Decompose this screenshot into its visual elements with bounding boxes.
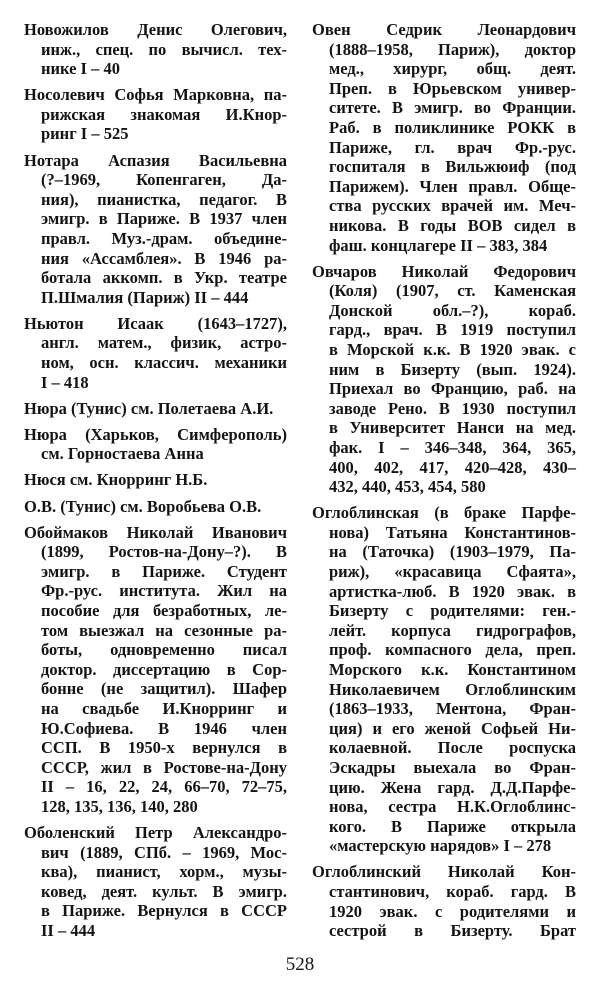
- entry-text-line: на свадьбе И.Кнорринг и: [41, 699, 287, 718]
- entry-text-line: сестрой в Бизерту. Брат: [329, 921, 576, 941]
- entry-text-line: доктор. диссертацию в Сор-: [41, 659, 287, 679]
- entry-text-line: мед., хирург, общ. деят.: [329, 59, 576, 79]
- entry-text-line: 128, 135, 136, 140, 280: [41, 796, 198, 816]
- index-entry: [312, 262, 576, 497]
- index-entry: [24, 823, 287, 941]
- entry-text-line: 432, 440, 453, 454, 580: [329, 477, 486, 497]
- entry-text-line: колаевной. После роспуска: [329, 738, 576, 758]
- entry-text-line: никова. В годы ВОВ сидел в: [329, 215, 576, 235]
- entry-heading-line: Оглоблинский Николай Кон-: [312, 862, 576, 882]
- entry-heading-line: Нюся см. Кнорринг Н.Б.: [24, 470, 208, 490]
- entry-text-line: (1888–1958, Париж), доктор: [329, 39, 576, 59]
- entry-text-line: инж., спец. по вычисл. тех-: [41, 39, 287, 59]
- entry-text-line: фак. I – 346–348, 364, 365,: [329, 437, 576, 457]
- entry-text-line: Преп. в Юрьевском универ-: [329, 78, 576, 98]
- index-entry: [24, 20, 287, 79]
- entry-text-line: ковед, деят. культ. В эмигр.: [41, 881, 287, 901]
- entry-text-line: «мастерскую нарядов» I – 278: [329, 836, 552, 856]
- entry-heading-line: Оболенский Петр Александро-: [24, 823, 287, 843]
- index-entry: [24, 425, 287, 464]
- entry-text-line: II – 444: [41, 921, 96, 941]
- entry-text-line: на (Таточка) (1903–1979, Па-: [329, 542, 576, 562]
- entry-text-line: Морского к.к. Константином: [329, 660, 576, 679]
- entry-text-line: в Морской к.к. В 1920 эвак. с: [329, 340, 576, 359]
- entry-text-line: кого. В Париже открыла: [329, 816, 576, 836]
- entry-heading-line: Новожилов Денис Олегович,: [24, 20, 287, 39]
- entry-text-line: см. Горностаева Анна: [41, 444, 204, 464]
- entry-text-line: ботала аккомп. в Укр. театре: [41, 268, 287, 288]
- entry-text-line: СССР, жил в Ростове-на-Дону: [41, 757, 287, 777]
- index-entry: [312, 20, 576, 255]
- entry-text-line: ства русских врачей им. Меч-: [329, 196, 576, 216]
- entry-text-line: бонне (не защитил). Шафер: [41, 679, 287, 699]
- index-column-left: [24, 20, 287, 947]
- entry-heading-line: Носолевич Софья Марковна, па-: [24, 85, 287, 105]
- entry-text-line: заводе Рено. В 1930 поступил: [329, 398, 576, 418]
- entry-text-line: П.Шмалия (Париж) II – 444: [41, 287, 249, 307]
- entry-text-line: боты, одновременно писал: [41, 640, 287, 660]
- page-number: 528: [285, 954, 315, 975]
- index-entry: [24, 151, 287, 308]
- entry-text-line: цию. Жена гард. Д.Д.Парфе-: [329, 777, 576, 797]
- entry-heading-line: Нюра (Тунис) см. Полетаева А.И.: [24, 398, 274, 418]
- index-entry: [312, 503, 576, 856]
- entry-text-line: Ю.Софиева. В 1946 член: [41, 718, 287, 738]
- index-entry: [24, 399, 287, 419]
- entry-text-line: Эскадры выехала во Фран-: [329, 757, 576, 777]
- entry-text-line: вич (1889, СПб. – 1969, Мос-: [41, 842, 287, 862]
- entry-text-line: том выезжал на сезонные ра-: [41, 620, 287, 640]
- index-entry: [24, 497, 287, 517]
- index-entry: [24, 470, 287, 490]
- entry-heading-line: Нотара Аспазия Васильевна: [24, 150, 287, 170]
- entry-text-line: фаш. концлагере II – 383, 384: [329, 235, 548, 255]
- entry-text-line: ринг I – 525: [41, 124, 129, 144]
- entry-text-line: эмигр. в Париже. Студент: [41, 561, 287, 581]
- entry-text-line: эмигр. в Париже. В 1937 член: [41, 209, 287, 229]
- entry-text-line: Раб. в поликлинике РОКК в: [329, 117, 576, 137]
- entry-text-line: правл. Муз.-драм. объедине-: [41, 228, 287, 248]
- entry-text-line: Приехал во Францию, раб. на: [329, 379, 576, 399]
- entry-text-line: ним в Бизерту (вып. 1924).: [329, 359, 576, 379]
- entry-text-line: артистка-люб. В 1920 эвак. в: [329, 581, 576, 601]
- entry-text-line: ция) и его женой Софьей Ни-: [329, 718, 576, 738]
- index-column-right: [312, 20, 576, 947]
- entry-text-line: стантинович, кораб. гард. В: [329, 882, 576, 902]
- entry-text-line: I – 418: [41, 372, 89, 392]
- entry-text-line: ния «Ассамблея». В 1946 ра-: [41, 248, 287, 268]
- entry-heading-line: Обоймаков Николай Иванович: [24, 522, 287, 542]
- index-entry: [24, 314, 287, 392]
- entry-text-line: ква), пианист, хорм., музы-: [41, 862, 287, 882]
- entry-text-line: нова) Татьяна Константинов-: [329, 522, 576, 542]
- entry-text-line: риж), «красавица Сфаята»,: [329, 562, 576, 582]
- entry-heading-line: Оглоблинская (в браке Парфе-: [312, 503, 576, 523]
- entry-text-line: II – 16, 22, 24, 66–70, 72–75,: [41, 777, 287, 797]
- entry-text-line: англ. матем., физик, астро-: [41, 333, 287, 353]
- entry-text-line: Фр.-рус. института. Жил на: [41, 581, 287, 601]
- entry-heading-line: Овчаров Николай Федорович: [312, 261, 576, 281]
- entry-text-line: Донской обл.–?), кораб.: [329, 300, 576, 320]
- entry-text-line: госпиталя в Вильжюиф (под: [329, 157, 576, 177]
- index-entry: [24, 523, 287, 817]
- entry-text-line: (1899, Ростов-на-Дону–?). В: [41, 542, 287, 562]
- entry-text-line: 400, 402, 417, 420–428, 430–: [329, 457, 576, 477]
- entry-text-line: Парижем). Член правл. Обще-: [329, 176, 576, 196]
- entry-text-line: гард., врач. В 1919 поступил: [329, 320, 576, 340]
- entry-text-line: лейт. корпуса гидрографов,: [329, 620, 576, 640]
- entry-text-line: Бизерту с родителями: ген.-: [329, 601, 576, 621]
- entry-text-line: (1863–1933, Ментона, Фран-: [329, 699, 576, 719]
- entry-text-line: нова, сестра Н.К.Оглоблинс-: [329, 797, 576, 817]
- entry-text-line: 1920 эвак. с родителями и: [329, 901, 576, 921]
- entry-heading-line: О.В. (Тунис) см. Воробьева О.В.: [24, 496, 262, 516]
- entry-text-line: (?–1969, Копенгаген, Да-: [41, 170, 287, 190]
- index-entry: [312, 862, 576, 940]
- entry-text-line: пособие для безработных, ле-: [41, 601, 287, 621]
- entry-text-line: Париже, гл. врач Фр.-рус.: [329, 137, 576, 157]
- entry-text-line: ном, осн. классич. механики: [41, 353, 287, 372]
- entry-heading-line: Ньютон Исаак (1643–1727),: [24, 313, 287, 333]
- entry-text-line: ния), пианистка, педагог. В: [41, 189, 287, 209]
- entry-text-line: проф. компасного дела, преп.: [329, 640, 576, 660]
- entry-text-line: ССП. В 1950-х вернулся в: [41, 738, 287, 758]
- entry-text-line: рижская знакомая И.Кнор-: [41, 104, 287, 124]
- entry-text-line: нике I – 40: [41, 59, 120, 79]
- entry-text-line: Николаевичем Оглоблинским: [329, 679, 576, 699]
- entry-text-line: ситете. В эмигр. во Франции.: [329, 98, 576, 118]
- index-entry: [24, 85, 287, 144]
- entry-heading-line: Нюра (Харьков, Симферополь): [24, 424, 287, 444]
- entry-heading-line: Овен Седрик Леонардович: [312, 20, 576, 39]
- entry-text-line: в Университет Нанси на мед.: [329, 418, 576, 438]
- entry-text-line: (Коля) (1907, ст. Каменская: [329, 281, 576, 301]
- entry-text-line: в Париже. Вернулся в СССР: [41, 901, 287, 921]
